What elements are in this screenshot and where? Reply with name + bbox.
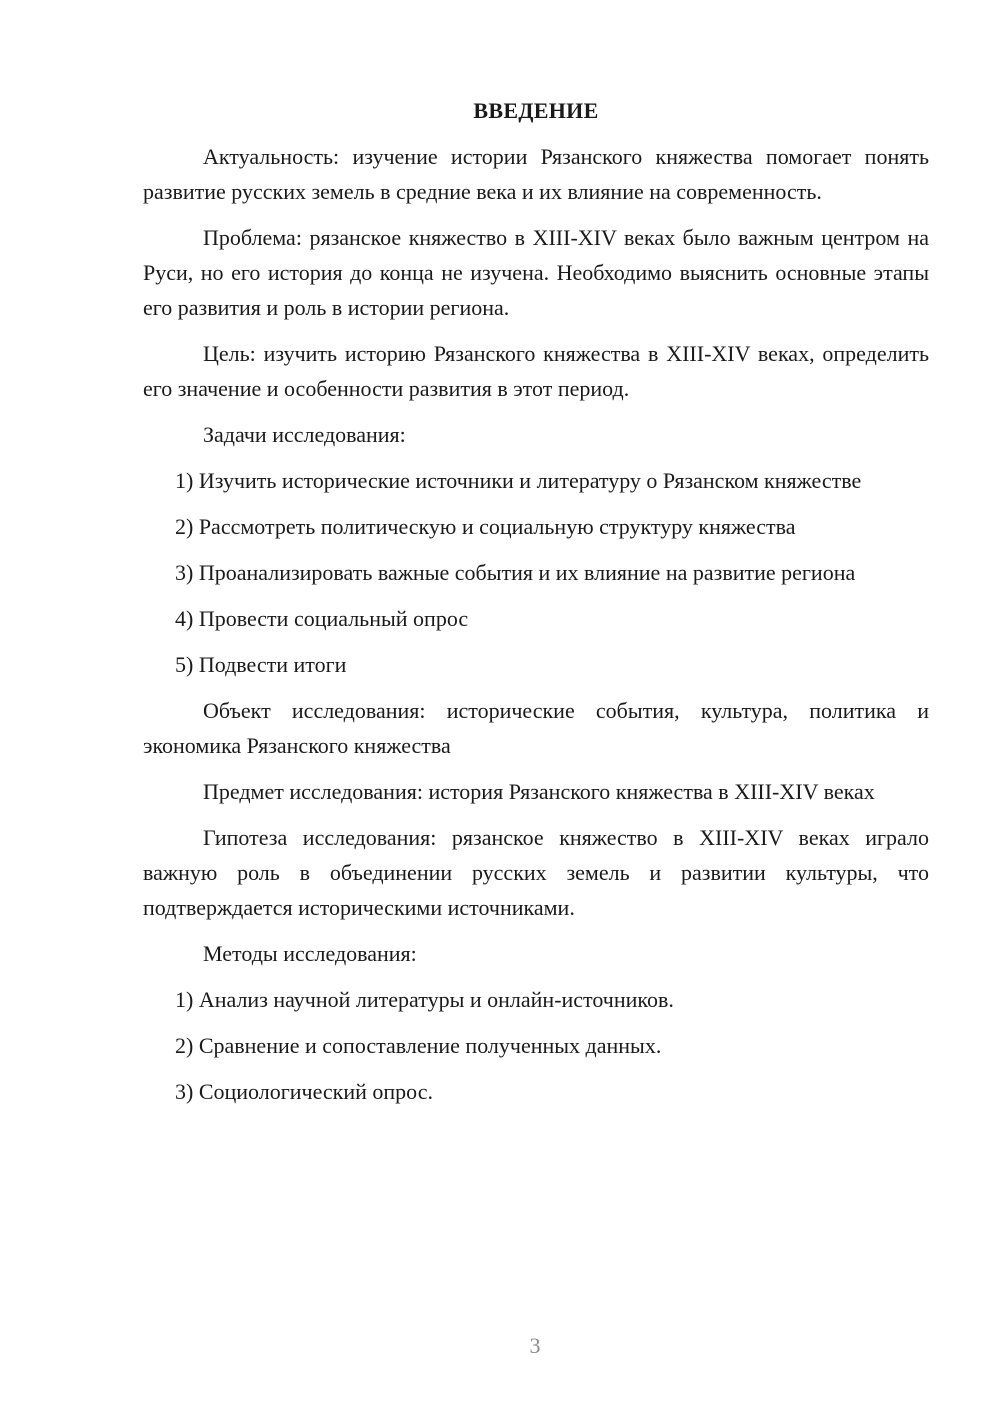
method-item: 2) Сравнение и сопоставление полученных данных. xyxy=(175,1033,662,1058)
goal-paragraph: Цель: изучить историю Рязанского княжества в XIII-XIV веках, определить его значение и особенности развития в этот период. xyxy=(143,341,929,401)
hypothesis-paragraph: Гипотеза исследования: рязанское княжество в XIII-XIV веках играло важную роль в объединении русских земель и развитии культуры, что подтверждается историческими источниками. xyxy=(143,825,929,920)
methods-heading: Методы исследования: xyxy=(203,941,417,966)
problem-paragraph: Проблема: рязанское княжество в XIII-XIV веках было важным центром на Руси, но его история до конца не изучена. Необходимо выяснить основные этапы его развития и роль в истории региона. xyxy=(143,225,929,320)
section-title: ВВЕДЕНИЕ xyxy=(473,98,599,123)
page-number: 3 xyxy=(529,1333,541,1358)
task-item: 3) Проанализировать важные события и их влияние на развитие региона xyxy=(175,560,856,585)
object-paragraph: Объект исследования: исторические события, культура, политика и экономика Рязанского княжества xyxy=(143,698,929,758)
task-item: 1) Изучить исторические источники и литературу о Рязанском княжестве xyxy=(175,468,862,493)
task-item: 5) Подвести итоги xyxy=(175,652,347,677)
method-item: 3) Социологический опрос. xyxy=(175,1079,433,1104)
relevance-paragraph: Актуальность: изучение истории Рязанского княжества помогает понять развитие русских земель в средние века и их влияние на современность. xyxy=(143,144,929,204)
task-item: 4) Провести социальный опрос xyxy=(175,606,469,631)
subject-paragraph: Предмет исследования: история Рязанского княжества в XIII-XIV веках xyxy=(203,779,875,804)
tasks-heading: Задачи исследования: xyxy=(203,422,406,447)
method-item: 1) Анализ научной литературы и онлайн-источников. xyxy=(175,987,674,1012)
page-content xyxy=(143,95,929,1120)
task-item: 2) Рассмотреть политическую и социальную структуру княжества xyxy=(175,514,796,539)
